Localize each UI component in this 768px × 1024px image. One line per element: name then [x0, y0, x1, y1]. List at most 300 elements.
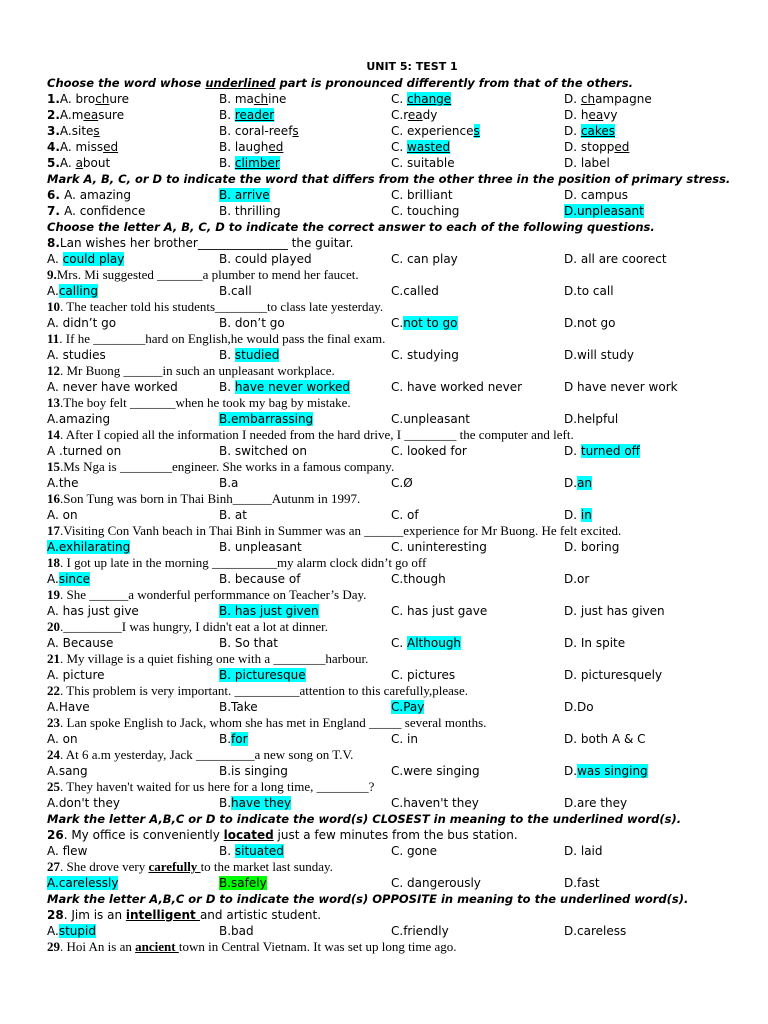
option-text: D. both A & C — [564, 732, 646, 746]
option-text: C. have worked never — [391, 380, 523, 394]
answer-highlight: situated — [234, 844, 284, 858]
question-text: . She ______a wonderful performmance on Teacher’s Day. — [60, 587, 367, 602]
option-text: A.the — [47, 476, 79, 490]
option — [564, 251, 667, 267]
option — [47, 699, 90, 715]
option-text: B.is singing — [219, 764, 288, 778]
question-number: 5. — [47, 156, 60, 170]
option — [564, 155, 610, 171]
answer-highlight: studied — [234, 348, 280, 362]
option — [219, 91, 286, 107]
question-stem — [47, 299, 747, 315]
option — [391, 123, 480, 139]
option — [219, 923, 254, 939]
option — [564, 379, 678, 395]
option — [564, 123, 615, 139]
question-options — [47, 443, 747, 459]
option — [391, 875, 481, 891]
option-text: D.or — [564, 572, 590, 586]
option-text: B. at — [219, 508, 247, 522]
option-text: C.haven't they — [391, 796, 479, 810]
question-stem — [47, 827, 747, 843]
option — [564, 635, 625, 651]
option-text: C. of — [391, 508, 419, 522]
option — [219, 795, 291, 811]
option-text: A. — [47, 284, 59, 298]
question-text: . At 6 a.m yesterday, Jack _________a new song on T.V. — [60, 747, 354, 762]
option-text: D.not go — [564, 316, 616, 330]
option-text: B. — [219, 732, 232, 746]
option — [47, 379, 178, 395]
option-text: B.call — [219, 284, 252, 298]
question-number: 2. — [47, 108, 60, 122]
option-text: B. don’t go — [219, 316, 285, 330]
question-stem — [47, 427, 747, 443]
question-text: Mrs. Mi suggested _______a plumber to mend her faucet. — [56, 267, 359, 282]
option-text: D.careless — [564, 924, 627, 938]
option — [564, 843, 603, 859]
question-options — [47, 795, 747, 811]
option-text: C. gone — [391, 844, 437, 858]
option — [47, 795, 120, 811]
question-stem — [47, 747, 747, 763]
question-number: 22 — [47, 683, 60, 698]
option-text: C. touching — [391, 204, 460, 218]
question-number: 15 — [47, 459, 60, 474]
option-text: A.m — [59, 108, 84, 122]
option-text: A. flew — [47, 844, 88, 858]
instruction-text: part is pronounced differently from that of the others. — [275, 76, 633, 90]
option-text: B.Take — [219, 700, 258, 714]
question-stem — [47, 779, 747, 795]
option — [391, 667, 455, 683]
answer-highlight: B. picturesque — [219, 668, 306, 682]
option-text: D.unpleasant — [564, 204, 644, 218]
option — [47, 571, 90, 587]
section1-instruction — [47, 75, 747, 91]
option — [219, 731, 248, 747]
option — [47, 875, 118, 891]
answer-highlight: stupid — [58, 924, 96, 938]
question-stem — [47, 587, 747, 603]
question-text: .Visiting Con Vanh beach in Thai Binh in Summer was an ______experience for Mr Buong. He felt excited. — [60, 523, 622, 538]
option-text: C. — [391, 92, 408, 106]
option — [47, 475, 79, 491]
underlined-part: ea — [83, 108, 99, 122]
option-text: D. — [564, 508, 581, 522]
option — [391, 379, 522, 395]
underlined-part: s — [93, 124, 100, 138]
pronunciation-question — [47, 123, 747, 139]
option-text: C. in — [391, 732, 418, 746]
question-text: . Mr Buong ______in such an unpleasant workplace. — [60, 363, 335, 378]
option-text: C. brilliant — [391, 188, 453, 202]
question-number: 10 — [47, 299, 60, 314]
option — [219, 283, 252, 299]
option — [47, 139, 118, 155]
question-number: 17 — [47, 523, 60, 538]
question-options — [47, 315, 747, 331]
question-text: . The teacher told his students________to class late yesterday. — [60, 299, 384, 314]
option-text: C. dangerously — [391, 876, 481, 890]
option — [391, 699, 424, 715]
answer-highlight: A.carelessly — [47, 876, 119, 890]
option-text: D. — [564, 124, 581, 138]
section5-instruction: Mark the letter A,B,C or D to indicate the word(s) OPPOSITE in meaning to the underlined word(s). — [47, 892, 689, 906]
question-text: town in Central Vietnam. It was set up long time ago. — [178, 939, 457, 954]
option — [391, 155, 455, 171]
answer-highlight: in — [580, 508, 592, 522]
option-text: D. boring — [564, 540, 620, 554]
option-text: C. looked for — [391, 444, 467, 458]
option — [47, 923, 96, 939]
question-stem — [47, 907, 747, 923]
option-text: dy — [422, 108, 438, 122]
underlined-part: ea — [407, 108, 423, 122]
stress-question — [47, 187, 747, 203]
option-text: A. on — [47, 732, 78, 746]
option — [47, 539, 130, 555]
option-text: C. studying — [391, 348, 459, 362]
option-text: B. unpleasant — [219, 540, 302, 554]
option-text: A. bro — [59, 92, 96, 106]
option-text: D. — [564, 92, 581, 106]
option — [391, 251, 458, 267]
option — [391, 635, 461, 651]
option — [391, 411, 470, 427]
underlined-part: ed — [103, 140, 119, 154]
question-number: 27 — [47, 859, 60, 874]
option — [564, 283, 614, 299]
question-number: 13 — [47, 395, 60, 410]
option-text: ure — [109, 92, 130, 106]
question-number: 12 — [47, 363, 60, 378]
option-text: ine — [268, 92, 287, 106]
answer-highlight: have never worked — [234, 380, 350, 394]
question-stem — [47, 619, 747, 635]
option — [219, 347, 279, 363]
option-text: D. label — [564, 156, 610, 170]
instruction-text: Choose the word whose — [47, 76, 206, 90]
pronunciation-question — [47, 139, 747, 155]
question-options — [47, 347, 747, 363]
underlined-part: ed — [268, 140, 284, 154]
question-number: 26 — [47, 828, 64, 842]
option — [564, 603, 665, 619]
option — [219, 635, 278, 651]
question-options — [47, 731, 747, 747]
question-number: 7. — [47, 204, 65, 218]
option — [219, 123, 299, 139]
question-text: . After I copied all the information I needed from the hard drive, I ________ the computer and left. — [60, 427, 574, 442]
option-text: A. amazing — [64, 188, 131, 202]
option-text: C. has just gave — [391, 604, 488, 618]
pronunciation-question — [47, 91, 747, 107]
option — [391, 107, 437, 123]
underlined-part: wasted — [407, 140, 451, 154]
option-text: A.don't they — [47, 796, 120, 810]
question-text: to the market last sunday. — [200, 859, 333, 874]
question-options — [47, 251, 747, 267]
question-number: 1. — [47, 92, 60, 106]
option-text: C. suitable — [391, 156, 455, 170]
option — [564, 315, 615, 331]
option-text: C.called — [391, 284, 439, 298]
option-text: B. — [219, 380, 235, 394]
answer-highlight: an — [577, 476, 593, 490]
option — [564, 507, 592, 523]
option — [219, 379, 350, 395]
option-text: C. — [391, 316, 404, 330]
option-text: B.a — [219, 476, 239, 490]
option-text: D. h — [564, 108, 589, 122]
option — [47, 187, 131, 203]
option-text: vy — [603, 108, 618, 122]
option-text: A. never have worked — [47, 380, 178, 394]
option-text: B. thrilling — [219, 204, 281, 218]
option — [391, 139, 450, 155]
option-text: A. Because — [47, 636, 114, 650]
option-text: D. all are coorect — [564, 252, 667, 266]
question-text: . I got up late in the morning __________my alarm clock didn’t go off — [60, 555, 427, 570]
option-text: sure — [98, 108, 125, 122]
option — [219, 107, 274, 123]
option-text: C. uninteresting — [391, 540, 487, 554]
question-number: 24 — [47, 747, 60, 762]
question-stem — [47, 267, 747, 283]
option-text: D. — [564, 764, 578, 778]
underlined-part: cakes — [580, 124, 615, 138]
option — [219, 251, 312, 267]
option — [47, 203, 145, 219]
question-number: 28 — [47, 908, 64, 922]
question-stem — [47, 651, 747, 667]
option — [47, 123, 100, 139]
option — [391, 347, 459, 363]
answer-highlight: not to go — [403, 316, 458, 330]
question-stem — [47, 715, 747, 731]
underlined-part: s — [292, 124, 299, 138]
option-text: C.r — [391, 108, 408, 122]
option-text: A. confidence — [64, 204, 146, 218]
question-stem — [47, 939, 747, 955]
option-text: C.though — [391, 572, 446, 586]
option-text: C. — [391, 636, 408, 650]
question-text: just a few minutes from the bus station. — [273, 828, 518, 842]
option — [391, 443, 467, 459]
question-number: 21 — [47, 651, 60, 666]
option — [47, 731, 78, 747]
option — [391, 507, 419, 523]
option — [47, 283, 98, 299]
question-number: 4. — [47, 140, 60, 154]
option-text: C.friendly — [391, 924, 449, 938]
underlined-part: a — [75, 156, 83, 170]
option — [219, 699, 258, 715]
question-number: 3. — [47, 124, 60, 138]
option-text: D. just has given — [564, 604, 665, 618]
option-text: D.fast — [564, 876, 600, 890]
question-number: 23 — [47, 715, 60, 730]
option — [219, 843, 284, 859]
option — [47, 315, 116, 331]
option — [47, 635, 113, 651]
option — [47, 843, 87, 859]
option — [47, 107, 124, 123]
underlined-part: ch — [580, 92, 596, 106]
section2-instruction: Mark A, B, C, or D to indicate the word that differs from the other three in the position of primary stress. — [47, 172, 731, 186]
option-text: ampagne — [595, 92, 652, 106]
option-text: B. could played — [219, 252, 312, 266]
option — [219, 875, 267, 891]
option — [219, 667, 306, 683]
question-options — [47, 475, 747, 491]
option — [219, 603, 319, 619]
option — [219, 155, 280, 171]
option — [219, 475, 238, 491]
answer-highlight: B.embarrassing — [219, 412, 314, 426]
option-text: B. because of — [219, 572, 301, 586]
section4-instruction: Mark the letter A,B,C or D to indicate the word(s) CLOSEST in meaning to the underlined word(s). — [47, 812, 682, 826]
question-options — [47, 667, 747, 683]
option — [564, 139, 629, 155]
option — [391, 475, 413, 491]
worksheet — [47, 59, 747, 955]
option — [219, 443, 307, 459]
option — [564, 731, 646, 747]
question-number: 25 — [47, 779, 60, 794]
question-text: . She drove very — [60, 859, 149, 874]
underlined-part: ed — [614, 140, 630, 154]
option-text: A. has just give — [47, 604, 139, 618]
option-text: C. experience — [391, 124, 474, 138]
answer-highlight: C.Pay — [391, 700, 425, 714]
question-options — [47, 571, 747, 587]
question-text: .The boy felt _______when he took my bag by mistake. — [60, 395, 351, 410]
underlined-word: carefully — [148, 859, 201, 874]
answer-highlight: calling — [58, 284, 98, 298]
option — [219, 203, 281, 219]
option — [391, 539, 487, 555]
option-text: B. arrive — [219, 188, 270, 202]
option — [47, 507, 78, 523]
option — [219, 139, 283, 155]
option-text: A. — [47, 252, 63, 266]
underlined-part: climber — [234, 156, 280, 170]
option — [564, 571, 589, 587]
question-text: . Lan spoke English to Jack, whom she has met in England _____ several months. — [60, 715, 487, 730]
option — [564, 875, 600, 891]
question-options — [47, 507, 747, 523]
option — [47, 667, 105, 683]
option-text: A. — [47, 572, 59, 586]
option-text: D.will study — [564, 348, 634, 362]
question-text: and artistic student. — [199, 908, 322, 922]
option — [564, 475, 592, 491]
option — [564, 795, 627, 811]
answer-highlight: could play — [62, 252, 125, 266]
option — [391, 91, 451, 107]
option-text: A. studies — [47, 348, 106, 362]
question-number: 14 — [47, 427, 60, 442]
question-text: .Ms Nga is ________engineer. She works in a famous company. — [60, 459, 395, 474]
question-stem — [47, 683, 747, 699]
option-text: D.are they — [564, 796, 628, 810]
option — [391, 571, 446, 587]
question-options — [47, 635, 747, 651]
option — [391, 731, 418, 747]
option — [391, 283, 439, 299]
question-text: . My office is conveniently — [63, 828, 224, 842]
question-stem — [47, 331, 747, 347]
option — [564, 187, 628, 203]
option-text: B. laugh — [219, 140, 269, 154]
question-options — [47, 763, 747, 779]
answer-highlight: turned off — [580, 444, 640, 458]
question-stem — [47, 459, 747, 475]
question-number: 11 — [47, 331, 60, 346]
option-text: C.Ø — [391, 476, 413, 490]
option — [47, 155, 110, 171]
question-options — [47, 843, 747, 859]
option — [219, 187, 270, 203]
underlined-part: s — [473, 124, 480, 138]
option-text: D.Do — [564, 700, 594, 714]
option — [564, 91, 652, 107]
option — [219, 315, 285, 331]
option-text: C. — [391, 140, 408, 154]
option-text: D. In spite — [564, 636, 626, 650]
option-text: B. switched on — [219, 444, 307, 458]
option — [219, 539, 302, 555]
option-text: D. picturesquely — [564, 668, 663, 682]
option — [564, 667, 662, 683]
option — [564, 539, 619, 555]
option — [47, 91, 129, 107]
question-stem — [47, 555, 747, 571]
option — [564, 923, 626, 939]
option-text: bout — [82, 156, 111, 170]
question-options — [47, 379, 747, 395]
question-stem — [47, 523, 747, 539]
question-text: . This problem is very important. __________attention to this carefully,please. — [60, 683, 468, 698]
option-text: B. — [219, 348, 235, 362]
question-number: 20 — [47, 619, 60, 634]
question-options — [47, 603, 747, 619]
option — [564, 203, 644, 219]
underlined-part: ch — [253, 92, 269, 106]
underlined-word: located — [223, 828, 274, 842]
option — [219, 411, 313, 427]
option-text: A .turned on — [47, 444, 122, 458]
option — [391, 187, 453, 203]
option — [391, 603, 487, 619]
option — [219, 507, 247, 523]
option-text: D.helpful — [564, 412, 619, 426]
option — [47, 763, 88, 779]
question-stem — [47, 859, 747, 875]
option-text: C. can play — [391, 252, 458, 266]
option-text: A.Have — [47, 700, 90, 714]
option-text: D. — [564, 444, 581, 458]
answer-highlight: have they — [231, 796, 292, 810]
option-text: A. on — [47, 508, 78, 522]
option-text: D have never work — [564, 380, 678, 394]
answer-highlight: A.exhilarating — [47, 540, 131, 554]
question-number: 19 — [47, 587, 60, 602]
option-text: B. So that — [219, 636, 279, 650]
option — [391, 923, 449, 939]
